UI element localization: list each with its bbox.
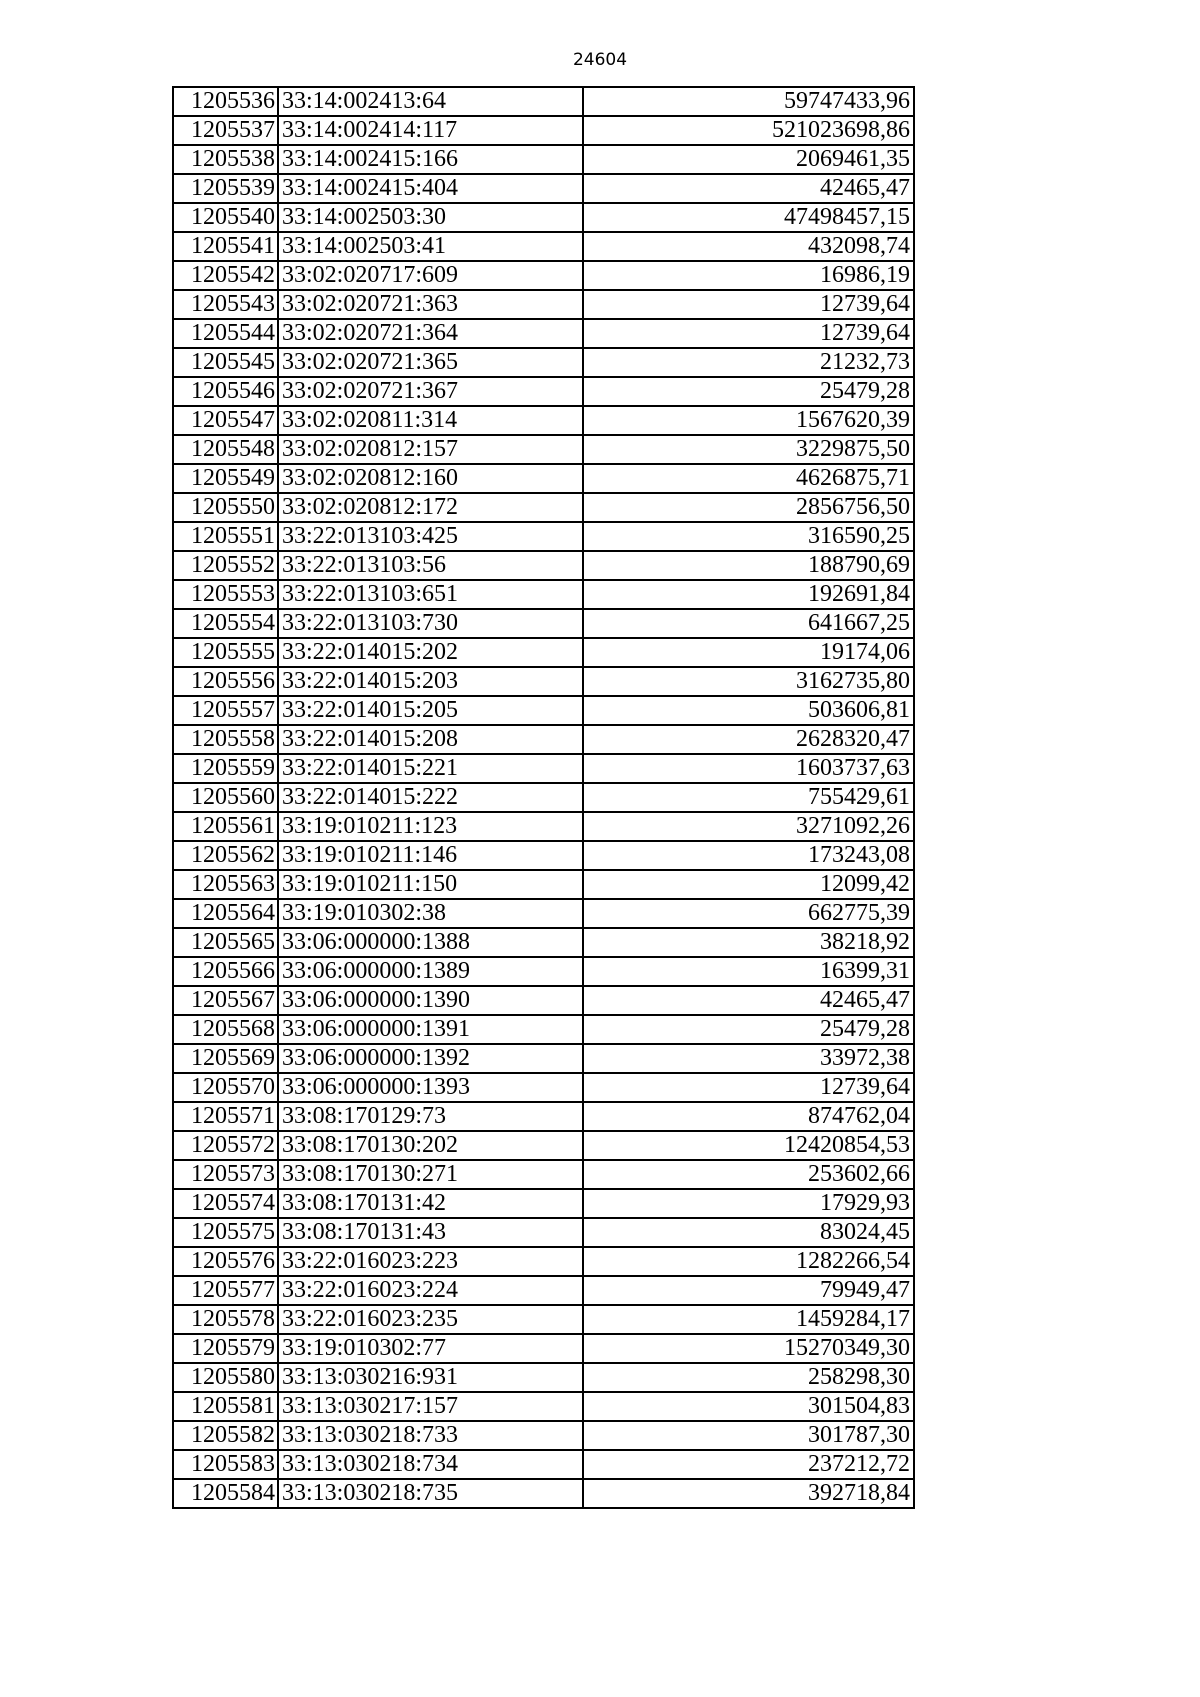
cadastral-value-cell: 874762,04 xyxy=(583,1102,914,1131)
cadastral-number-cell: 33:19:010211:123 xyxy=(278,812,583,841)
cadastral-value-cell: 2628320,47 xyxy=(583,725,914,754)
cadastral-value-cell: 12739,64 xyxy=(583,319,914,348)
row-id-cell: 1205565 xyxy=(173,928,278,957)
table-row xyxy=(173,551,914,580)
cadastral-value-cell: 316590,25 xyxy=(583,522,914,551)
cadastral-number-cell: 33:02:020721:365 xyxy=(278,348,583,377)
cadastral-value-cell: 83024,45 xyxy=(583,1218,914,1247)
table-row xyxy=(173,87,914,116)
table-row xyxy=(173,1015,914,1044)
cadastral-number-cell: 33:08:170131:43 xyxy=(278,1218,583,1247)
row-id-cell: 1205544 xyxy=(173,319,278,348)
cadastral-value-cell: 755429,61 xyxy=(583,783,914,812)
table-row xyxy=(173,174,914,203)
cadastral-number-cell: 33:06:000000:1388 xyxy=(278,928,583,957)
row-id-cell: 1205553 xyxy=(173,580,278,609)
table-row xyxy=(173,116,914,145)
table-row xyxy=(173,1102,914,1131)
table-row xyxy=(173,580,914,609)
row-id-cell: 1205564 xyxy=(173,899,278,928)
cadastral-value-cell: 4626875,71 xyxy=(583,464,914,493)
table-row xyxy=(173,1305,914,1334)
cadastral-value-cell: 2069461,35 xyxy=(583,145,914,174)
row-id-cell: 1205559 xyxy=(173,754,278,783)
cadastral-value-cell: 662775,39 xyxy=(583,899,914,928)
cadastral-number-cell: 33:22:016023:235 xyxy=(278,1305,583,1334)
row-id-cell: 1205555 xyxy=(173,638,278,667)
cadastral-number-cell: 33:02:020721:364 xyxy=(278,319,583,348)
table-row xyxy=(173,870,914,899)
cadastral-value-cell: 15270349,30 xyxy=(583,1334,914,1363)
cadastral-value-cell: 16399,31 xyxy=(583,957,914,986)
cadastral-number-cell: 33:19:010211:150 xyxy=(278,870,583,899)
cadastral-value-cell: 12739,64 xyxy=(583,1073,914,1102)
table-row xyxy=(173,1073,914,1102)
cadastral-value-cell: 16986,19 xyxy=(583,261,914,290)
cadastral-value-cell: 1603737,63 xyxy=(583,754,914,783)
cadastral-number-cell: 33:19:010302:38 xyxy=(278,899,583,928)
cadastral-number-cell: 33:13:030216:931 xyxy=(278,1363,583,1392)
cadastral-number-cell: 33:22:014015:222 xyxy=(278,783,583,812)
row-id-cell: 1205580 xyxy=(173,1363,278,1392)
row-id-cell: 1205577 xyxy=(173,1276,278,1305)
cadastral-value-cell: 79949,47 xyxy=(583,1276,914,1305)
cadastral-number-cell: 33:06:000000:1389 xyxy=(278,957,583,986)
row-id-cell: 1205556 xyxy=(173,667,278,696)
row-id-cell: 1205560 xyxy=(173,783,278,812)
cadastral-value-cell: 3162735,80 xyxy=(583,667,914,696)
cadastral-value-cell: 173243,08 xyxy=(583,841,914,870)
row-id-cell: 1205543 xyxy=(173,290,278,319)
table-row xyxy=(173,493,914,522)
row-id-cell: 1205584 xyxy=(173,1479,278,1508)
cadastral-number-cell: 33:14:002415:404 xyxy=(278,174,583,203)
cadastral-number-cell: 33:22:014015:208 xyxy=(278,725,583,754)
table-row xyxy=(173,290,914,319)
cadastral-number-cell: 33:22:014015:221 xyxy=(278,754,583,783)
cadastral-value-cell: 1282266,54 xyxy=(583,1247,914,1276)
row-id-cell: 1205578 xyxy=(173,1305,278,1334)
cadastral-value-cell: 503606,81 xyxy=(583,696,914,725)
row-id-cell: 1205540 xyxy=(173,203,278,232)
row-id-cell: 1205562 xyxy=(173,841,278,870)
table-row xyxy=(173,754,914,783)
cadastral-value-cell: 301504,83 xyxy=(583,1392,914,1421)
table-row xyxy=(173,1450,914,1479)
cadastral-number-cell: 33:22:014015:205 xyxy=(278,696,583,725)
cadastral-value-cell: 392718,84 xyxy=(583,1479,914,1508)
row-id-cell: 1205583 xyxy=(173,1450,278,1479)
table-row xyxy=(173,899,914,928)
table-row xyxy=(173,1044,914,1073)
cadastral-number-cell: 33:08:170129:73 xyxy=(278,1102,583,1131)
table-row xyxy=(173,1276,914,1305)
table-row xyxy=(173,145,914,174)
cadastral-number-cell: 33:02:020811:314 xyxy=(278,406,583,435)
row-id-cell: 1205575 xyxy=(173,1218,278,1247)
cadastral-value-cell: 1459284,17 xyxy=(583,1305,914,1334)
row-id-cell: 1205576 xyxy=(173,1247,278,1276)
row-id-cell: 1205549 xyxy=(173,464,278,493)
table-row xyxy=(173,609,914,638)
table-row xyxy=(173,261,914,290)
cadastral-value-cell: 19174,06 xyxy=(583,638,914,667)
row-id-cell: 1205542 xyxy=(173,261,278,290)
cadastral-number-cell: 33:02:020812:157 xyxy=(278,435,583,464)
cadastral-value-cell: 301787,30 xyxy=(583,1421,914,1450)
cadastral-value-cell: 42465,47 xyxy=(583,174,914,203)
cadastral-value-cell: 258298,30 xyxy=(583,1363,914,1392)
table-row xyxy=(173,696,914,725)
cadastral-number-cell: 33:22:013103:651 xyxy=(278,580,583,609)
row-id-cell: 1205561 xyxy=(173,812,278,841)
row-id-cell: 1205571 xyxy=(173,1102,278,1131)
cadastral-value-table xyxy=(172,86,915,1509)
cadastral-number-cell: 33:06:000000:1392 xyxy=(278,1044,583,1073)
row-id-cell: 1205574 xyxy=(173,1189,278,1218)
table-row xyxy=(173,1363,914,1392)
cadastral-value-cell: 12739,64 xyxy=(583,290,914,319)
cadastral-value-cell: 25479,28 xyxy=(583,377,914,406)
cadastral-value-cell: 21232,73 xyxy=(583,348,914,377)
cadastral-number-cell: 33:22:013103:730 xyxy=(278,609,583,638)
cadastral-number-cell: 33:02:020721:363 xyxy=(278,290,583,319)
cadastral-number-cell: 33:22:013103:425 xyxy=(278,522,583,551)
table-row xyxy=(173,1131,914,1160)
row-id-cell: 1205550 xyxy=(173,493,278,522)
table-row xyxy=(173,1479,914,1508)
row-id-cell: 1205566 xyxy=(173,957,278,986)
cadastral-value-cell: 42465,47 xyxy=(583,986,914,1015)
cadastral-value-cell: 253602,66 xyxy=(583,1160,914,1189)
cadastral-number-cell: 33:06:000000:1393 xyxy=(278,1073,583,1102)
cadastral-number-cell: 33:02:020812:160 xyxy=(278,464,583,493)
row-id-cell: 1205557 xyxy=(173,696,278,725)
row-id-cell: 1205581 xyxy=(173,1392,278,1421)
table-row xyxy=(173,928,914,957)
row-id-cell: 1205548 xyxy=(173,435,278,464)
cadastral-value-cell: 3229875,50 xyxy=(583,435,914,464)
table-row xyxy=(173,1218,914,1247)
row-id-cell: 1205545 xyxy=(173,348,278,377)
row-id-cell: 1205547 xyxy=(173,406,278,435)
cadastral-number-cell: 33:19:010302:77 xyxy=(278,1334,583,1363)
row-id-cell: 1205552 xyxy=(173,551,278,580)
cadastral-value-cell: 1567620,39 xyxy=(583,406,914,435)
cadastral-value-cell: 25479,28 xyxy=(583,1015,914,1044)
cadastral-number-cell: 33:13:030218:735 xyxy=(278,1479,583,1508)
cadastral-number-cell: 33:14:002503:41 xyxy=(278,232,583,261)
table-row xyxy=(173,406,914,435)
cadastral-number-cell: 33:14:002413:64 xyxy=(278,87,583,116)
row-id-cell: 1205546 xyxy=(173,377,278,406)
cadastral-number-cell: 33:13:030218:733 xyxy=(278,1421,583,1450)
row-id-cell: 1205554 xyxy=(173,609,278,638)
row-id-cell: 1205582 xyxy=(173,1421,278,1450)
row-id-cell: 1205558 xyxy=(173,725,278,754)
cadastral-value-cell: 3271092,26 xyxy=(583,812,914,841)
row-id-cell: 1205563 xyxy=(173,870,278,899)
table-row xyxy=(173,1160,914,1189)
cadastral-number-cell: 33:06:000000:1391 xyxy=(278,1015,583,1044)
table-row xyxy=(173,1334,914,1363)
cadastral-value-cell: 33972,38 xyxy=(583,1044,914,1073)
cadastral-number-cell: 33:14:002503:30 xyxy=(278,203,583,232)
table-row xyxy=(173,667,914,696)
table-row xyxy=(173,203,914,232)
cadastral-value-cell: 188790,69 xyxy=(583,551,914,580)
cadastral-number-cell: 33:02:020717:609 xyxy=(278,261,583,290)
cadastral-number-cell: 33:22:016023:223 xyxy=(278,1247,583,1276)
cadastral-value-cell: 59747433,96 xyxy=(583,87,914,116)
cadastral-number-cell: 33:14:002415:166 xyxy=(278,145,583,174)
cadastral-number-cell: 33:13:030217:157 xyxy=(278,1392,583,1421)
row-id-cell: 1205567 xyxy=(173,986,278,1015)
table-row xyxy=(173,232,914,261)
cadastral-value-cell: 432098,74 xyxy=(583,232,914,261)
cadastral-number-cell: 33:02:020721:367 xyxy=(278,377,583,406)
table-row xyxy=(173,783,914,812)
cadastral-value-cell: 237212,72 xyxy=(583,1450,914,1479)
table-row xyxy=(173,348,914,377)
table-row xyxy=(173,1392,914,1421)
cadastral-number-cell: 33:08:170130:271 xyxy=(278,1160,583,1189)
row-id-cell: 1205536 xyxy=(173,87,278,116)
table-row xyxy=(173,319,914,348)
table-row xyxy=(173,957,914,986)
table-row xyxy=(173,464,914,493)
cadastral-number-cell: 33:22:014015:203 xyxy=(278,667,583,696)
cadastral-value-cell: 521023698,86 xyxy=(583,116,914,145)
cadastral-number-cell: 33:22:014015:202 xyxy=(278,638,583,667)
table-row xyxy=(173,638,914,667)
row-id-cell: 1205572 xyxy=(173,1131,278,1160)
row-id-cell: 1205538 xyxy=(173,145,278,174)
cadastral-number-cell: 33:13:030218:734 xyxy=(278,1450,583,1479)
table-row xyxy=(173,1247,914,1276)
cadastral-number-cell: 33:14:002414:117 xyxy=(278,116,583,145)
table-row xyxy=(173,435,914,464)
row-id-cell: 1205569 xyxy=(173,1044,278,1073)
table-row xyxy=(173,725,914,754)
row-id-cell: 1205568 xyxy=(173,1015,278,1044)
table-row xyxy=(173,986,914,1015)
row-id-cell: 1205551 xyxy=(173,522,278,551)
cadastral-value-cell: 12099,42 xyxy=(583,870,914,899)
page-number: 24604 xyxy=(572,50,628,70)
cadastral-number-cell: 33:22:016023:224 xyxy=(278,1276,583,1305)
cadastral-value-cell: 641667,25 xyxy=(583,609,914,638)
table-row xyxy=(173,812,914,841)
row-id-cell: 1205579 xyxy=(173,1334,278,1363)
cadastral-number-cell: 33:22:013103:56 xyxy=(278,551,583,580)
table-row xyxy=(173,1421,914,1450)
cadastral-number-cell: 33:08:170130:202 xyxy=(278,1131,583,1160)
cadastral-number-cell: 33:02:020812:172 xyxy=(278,493,583,522)
cadastral-value-cell: 38218,92 xyxy=(583,928,914,957)
row-id-cell: 1205539 xyxy=(173,174,278,203)
table-row xyxy=(173,1189,914,1218)
row-id-cell: 1205537 xyxy=(173,116,278,145)
table-row xyxy=(173,377,914,406)
row-id-cell: 1205573 xyxy=(173,1160,278,1189)
row-id-cell: 1205541 xyxy=(173,232,278,261)
table-row xyxy=(173,522,914,551)
cadastral-number-cell: 33:19:010211:146 xyxy=(278,841,583,870)
table-row xyxy=(173,841,914,870)
table-body xyxy=(173,87,914,1508)
cadastral-value-cell: 47498457,15 xyxy=(583,203,914,232)
cadastral-number-cell: 33:08:170131:42 xyxy=(278,1189,583,1218)
cadastral-value-cell: 12420854,53 xyxy=(583,1131,914,1160)
cadastral-value-cell: 192691,84 xyxy=(583,580,914,609)
cadastral-value-cell: 17929,93 xyxy=(583,1189,914,1218)
cadastral-value-cell: 2856756,50 xyxy=(583,493,914,522)
row-id-cell: 1205570 xyxy=(173,1073,278,1102)
cadastral-number-cell: 33:06:000000:1390 xyxy=(278,986,583,1015)
